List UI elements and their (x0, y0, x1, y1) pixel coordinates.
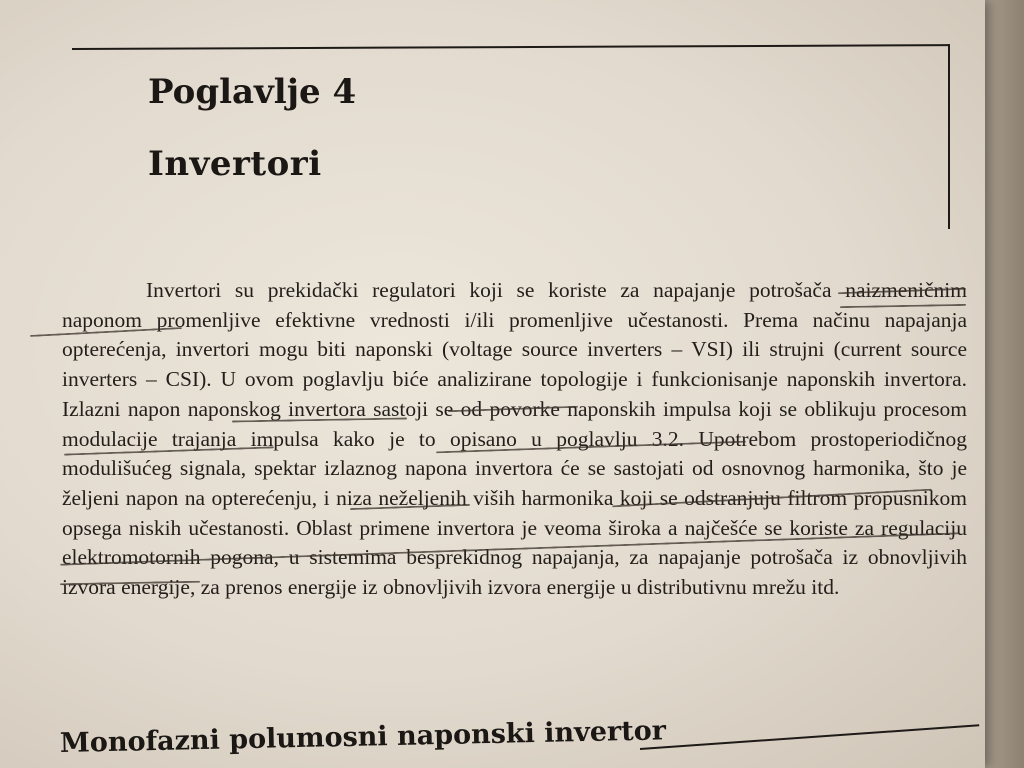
frame-line-bottom (640, 724, 979, 750)
chapter-label: Poglavlje 4 (148, 72, 357, 112)
body-paragraph: Invertori su prekidački regulatori koji se koriste za napajanje potrošača naizmeničnim naponom promenljive efektivne vrednosti i/ili promenljive učestanosti. Prema načinu napajanja opterećenja, invertori mogu biti naponski (voltage source inverters – VSI) ili strujni (current source inverters – CSI). U ovom poglavlju biće analizirane topologije i funkcionisanje naponskih invertora. Izlazni napon naponskog invertora sastoji se od povorke naponskih impulsa koji se oblikuju procesom modulacije trajanja impulsa kako je to opisano u poglavlju 3.2. Upotrebom prostoperiodičnog modulišućeg signala, spektar izlaznog napona invertora će se sastojati od osnovnog harmonika, što je željeni napon na opterećenju, i niza neželjenih viših harmonika koji se odstranjuju filtrom propusnikom opsega niskih učestanosti. Oblast primene invertora je veoma široka a najčešće se koriste za regulaciju elektromotornih pogona, u sistemima besprekidnog napajanja, za napajanje potrošača iz obnovljivih izvora energije, za prenos energije iz obnovljivih izvora energije u distributivnu mrežu itd. (62, 278, 967, 600)
frame-line-top (72, 44, 950, 50)
next-section-heading: Monofazni polumosni naponski invertor (59, 715, 667, 759)
chapter-title: Invertori (148, 144, 322, 184)
frame-line-right (948, 44, 950, 229)
